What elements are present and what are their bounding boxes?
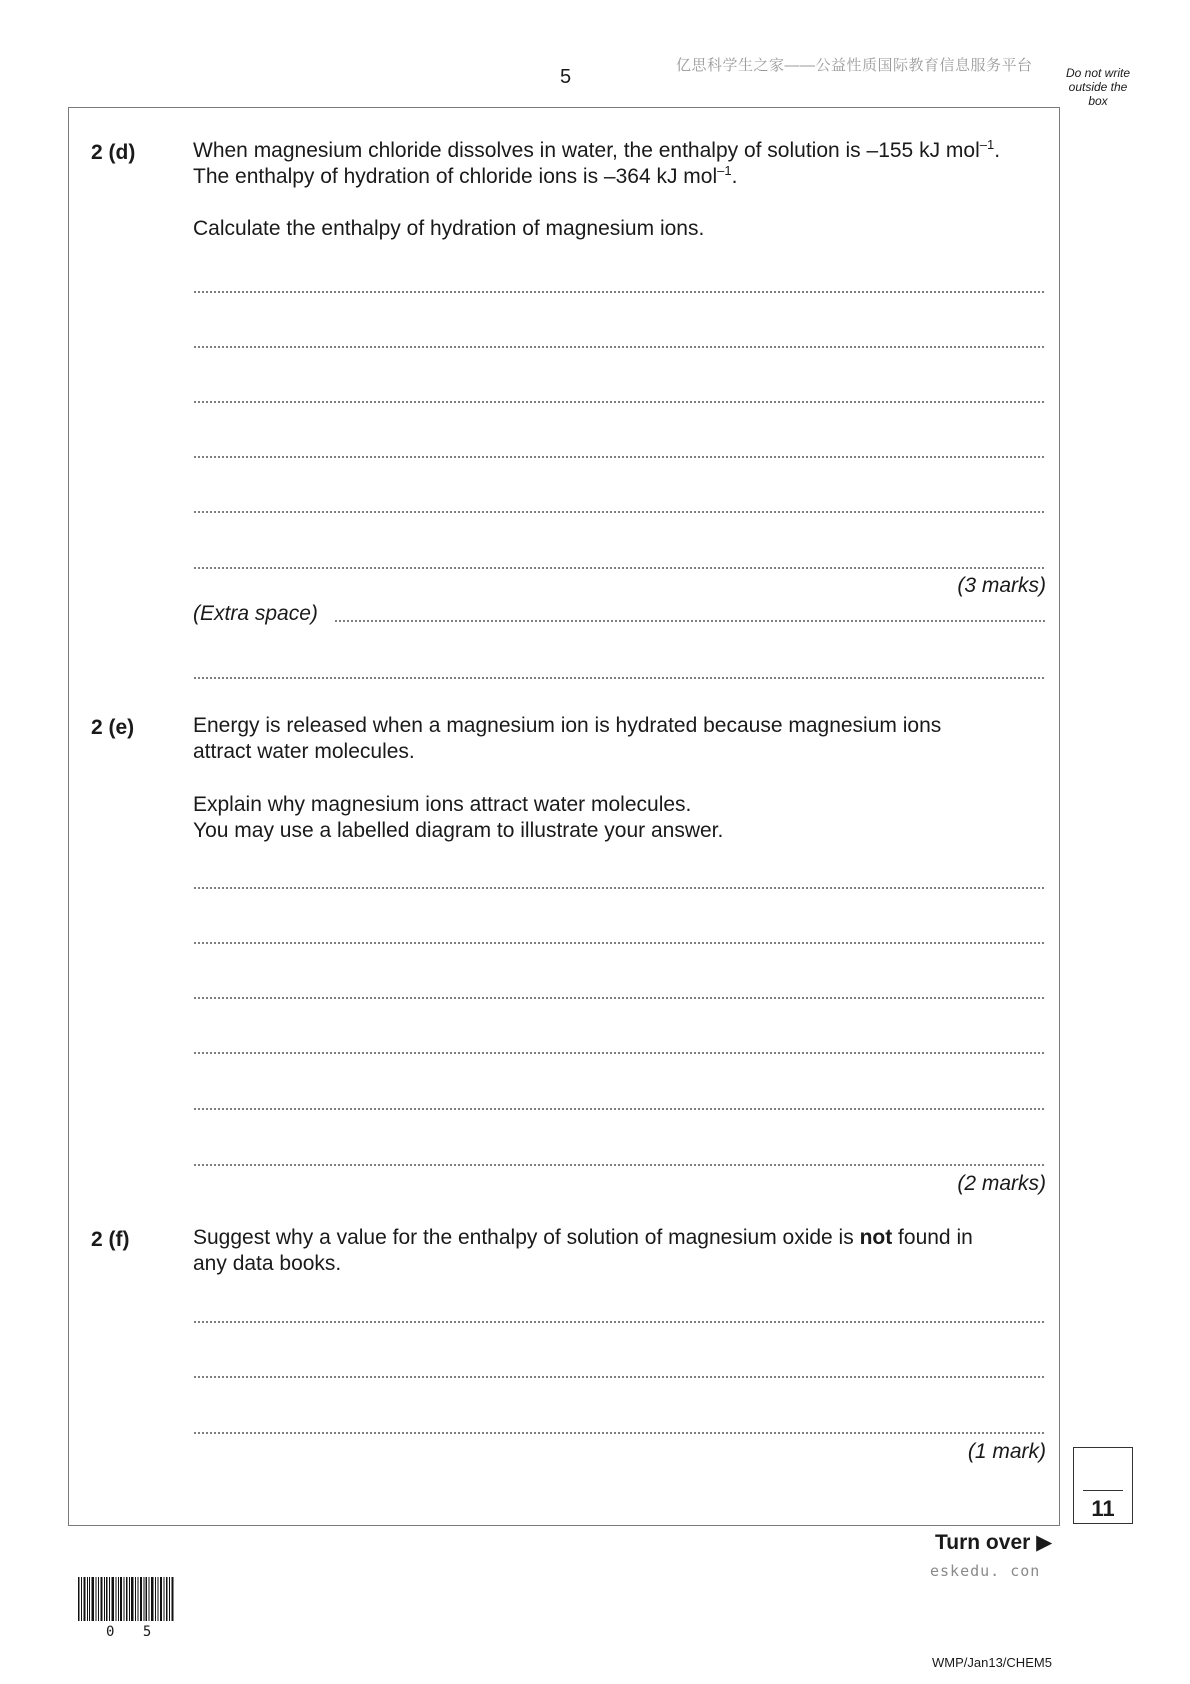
margin-note: Do not write outside the box [1065, 66, 1131, 108]
answer-line-2d-1[interactable] [193, 290, 1046, 294]
extra-space-line-2[interactable] [193, 676, 1046, 680]
question-2f-line-2: any data books. [193, 1252, 342, 1275]
extra-space-line-1[interactable] [334, 619, 1046, 623]
score-box-rule [1083, 1490, 1123, 1491]
answer-line-2d-3[interactable] [193, 400, 1046, 404]
question-2d-instruction: Calculate the enthalpy of hydration of magnesium ions. [193, 217, 705, 240]
answer-line-2e-6[interactable] [193, 1163, 1046, 1167]
answer-line-2d-5[interactable] [193, 510, 1046, 514]
answer-line-2e-4[interactable] [193, 1051, 1046, 1055]
question-number-2d: 2 (d) [91, 141, 136, 164]
question-2e-line-2: attract water molecules. [193, 740, 415, 763]
marks-2d: (3 marks) [957, 574, 1046, 597]
page-number: 5 [560, 66, 572, 88]
answer-line-2d-4[interactable] [193, 455, 1046, 459]
site-watermark: eskedu. con [930, 1562, 1041, 1580]
turn-over-label: Turn over ▶ [935, 1531, 1053, 1554]
paper-reference: WMP/Jan13/CHEM5 [932, 1655, 1052, 1670]
watermark-text: 亿思科学生之家——公益性质国际教育信息服务平台 [676, 57, 1033, 74]
question-2f-line-1: Suggest why a value for the enthalpy of solution of magnesium oxide is not found in [193, 1226, 973, 1249]
answer-line-2e-2[interactable] [193, 941, 1046, 945]
answer-line-2d-6[interactable] [193, 566, 1046, 570]
question-2e-instruction-1: Explain why magnesium ions attract water molecules. [193, 793, 692, 816]
marks-2f: (1 mark) [967, 1440, 1046, 1463]
question-2f-text [193, 1225, 973, 1277]
question-2d-text [193, 138, 1000, 190]
answer-line-2f-1[interactable] [193, 1320, 1046, 1324]
question-2e-instruction-2: You may use a labelled diagram to illustrate your answer. [193, 819, 724, 842]
answer-line-2e-1[interactable] [193, 886, 1046, 890]
extra-space-label: (Extra space) [193, 602, 318, 625]
marks-2e: (2 marks) [957, 1172, 1046, 1195]
score-total: 11 [1091, 1496, 1115, 1521]
question-2e-line-1: Energy is released when a magnesium ion is hydrated because magnesium ions [193, 714, 942, 737]
question-number-2e: 2 (e) [91, 716, 135, 739]
question-2e-text [193, 713, 941, 765]
answer-line-2e-5[interactable] [193, 1107, 1046, 1111]
question-number-2f: 2 (f) [91, 1228, 130, 1251]
barcode-icon [78, 1577, 174, 1621]
answer-line-2e-3[interactable] [193, 996, 1046, 1000]
answer-line-2d-2[interactable] [193, 345, 1046, 349]
question-2d-line-1: When magnesium chloride dissolves in water, the enthalpy of solution is –155 kJ mol$^{-1}$. [193, 137, 1001, 162]
question-2d-line-2: The enthalpy of hydration of chloride ions is –364 kJ mol$^{-1}$. [193, 163, 738, 188]
question-2e-instruction [193, 792, 723, 844]
barcode-digits: 0 5 [106, 1624, 162, 1640]
answer-line-2f-3[interactable] [193, 1431, 1046, 1435]
answer-line-2f-2[interactable] [193, 1375, 1046, 1379]
score-box [1073, 1447, 1133, 1524]
